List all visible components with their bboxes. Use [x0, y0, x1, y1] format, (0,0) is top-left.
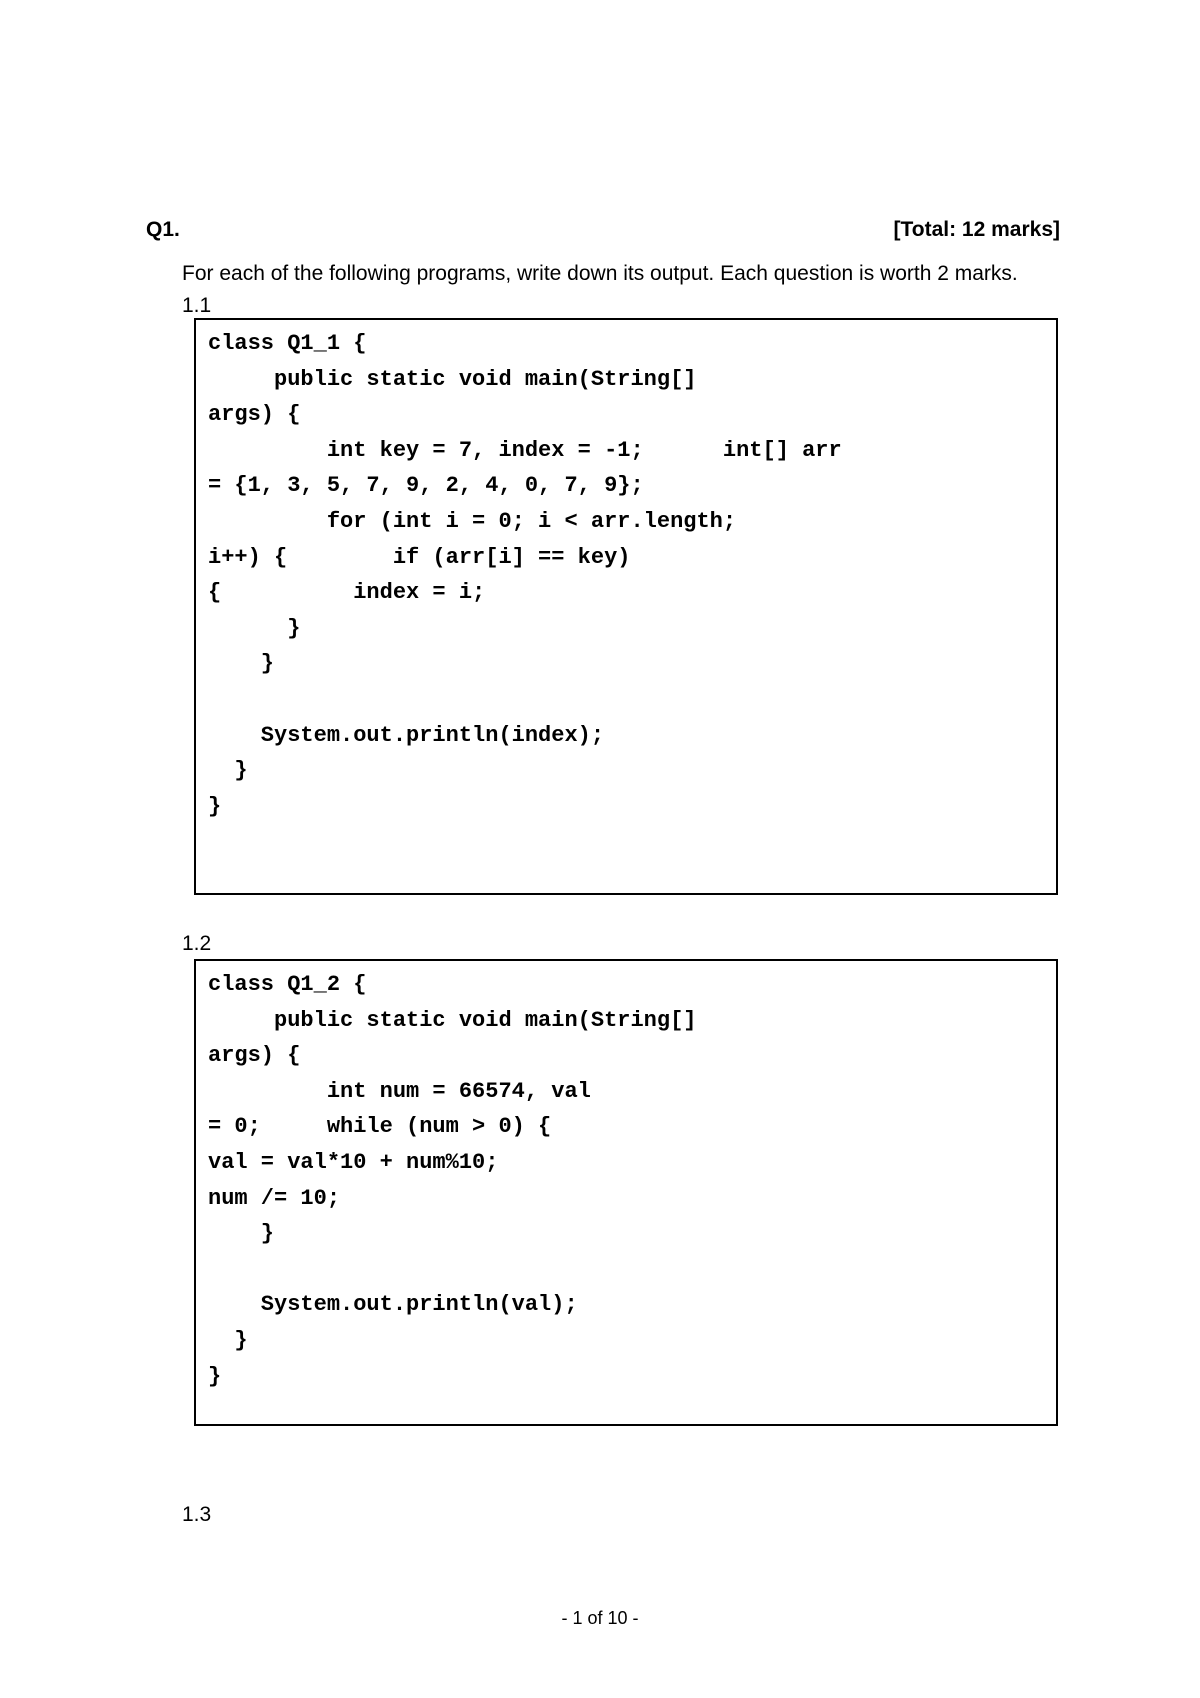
code-box-1-2 — [194, 959, 1058, 1426]
subquestion-number-1-3: 1.3 — [182, 1503, 212, 1526]
total-marks: [Total: 12 marks] — [893, 218, 1060, 241]
page-footer: - 1 of 10 - — [561, 1608, 639, 1628]
question-label: Q1. — [146, 218, 180, 241]
code-box-1-1 — [194, 318, 1058, 895]
subquestion-number-1-2: 1.2 — [182, 932, 212, 955]
code-block-1-1: class Q1_1 { public static void main(String[] args) { int key = 7, index = -1; int[] arr = {1, 3, 5, 7, 9, 2, 4, 0, 7, 9}; for (int i = 0; i < arr.length; i++) { if (arr[i] == key) { index = i; } } System.out.println(index); } } — [208, 331, 842, 819]
instructions-text: For each of the following programs, write down its output. Each question is worth 2 marks. 1.1 — [182, 262, 1018, 317]
code-block-1-2: class Q1_2 { public static void main(String[] args) { int num = 66574, val = 0; while (num > 0) { val = val*10 + num%10; num /= 10; } System.out.println(val); } } — [208, 972, 697, 1389]
